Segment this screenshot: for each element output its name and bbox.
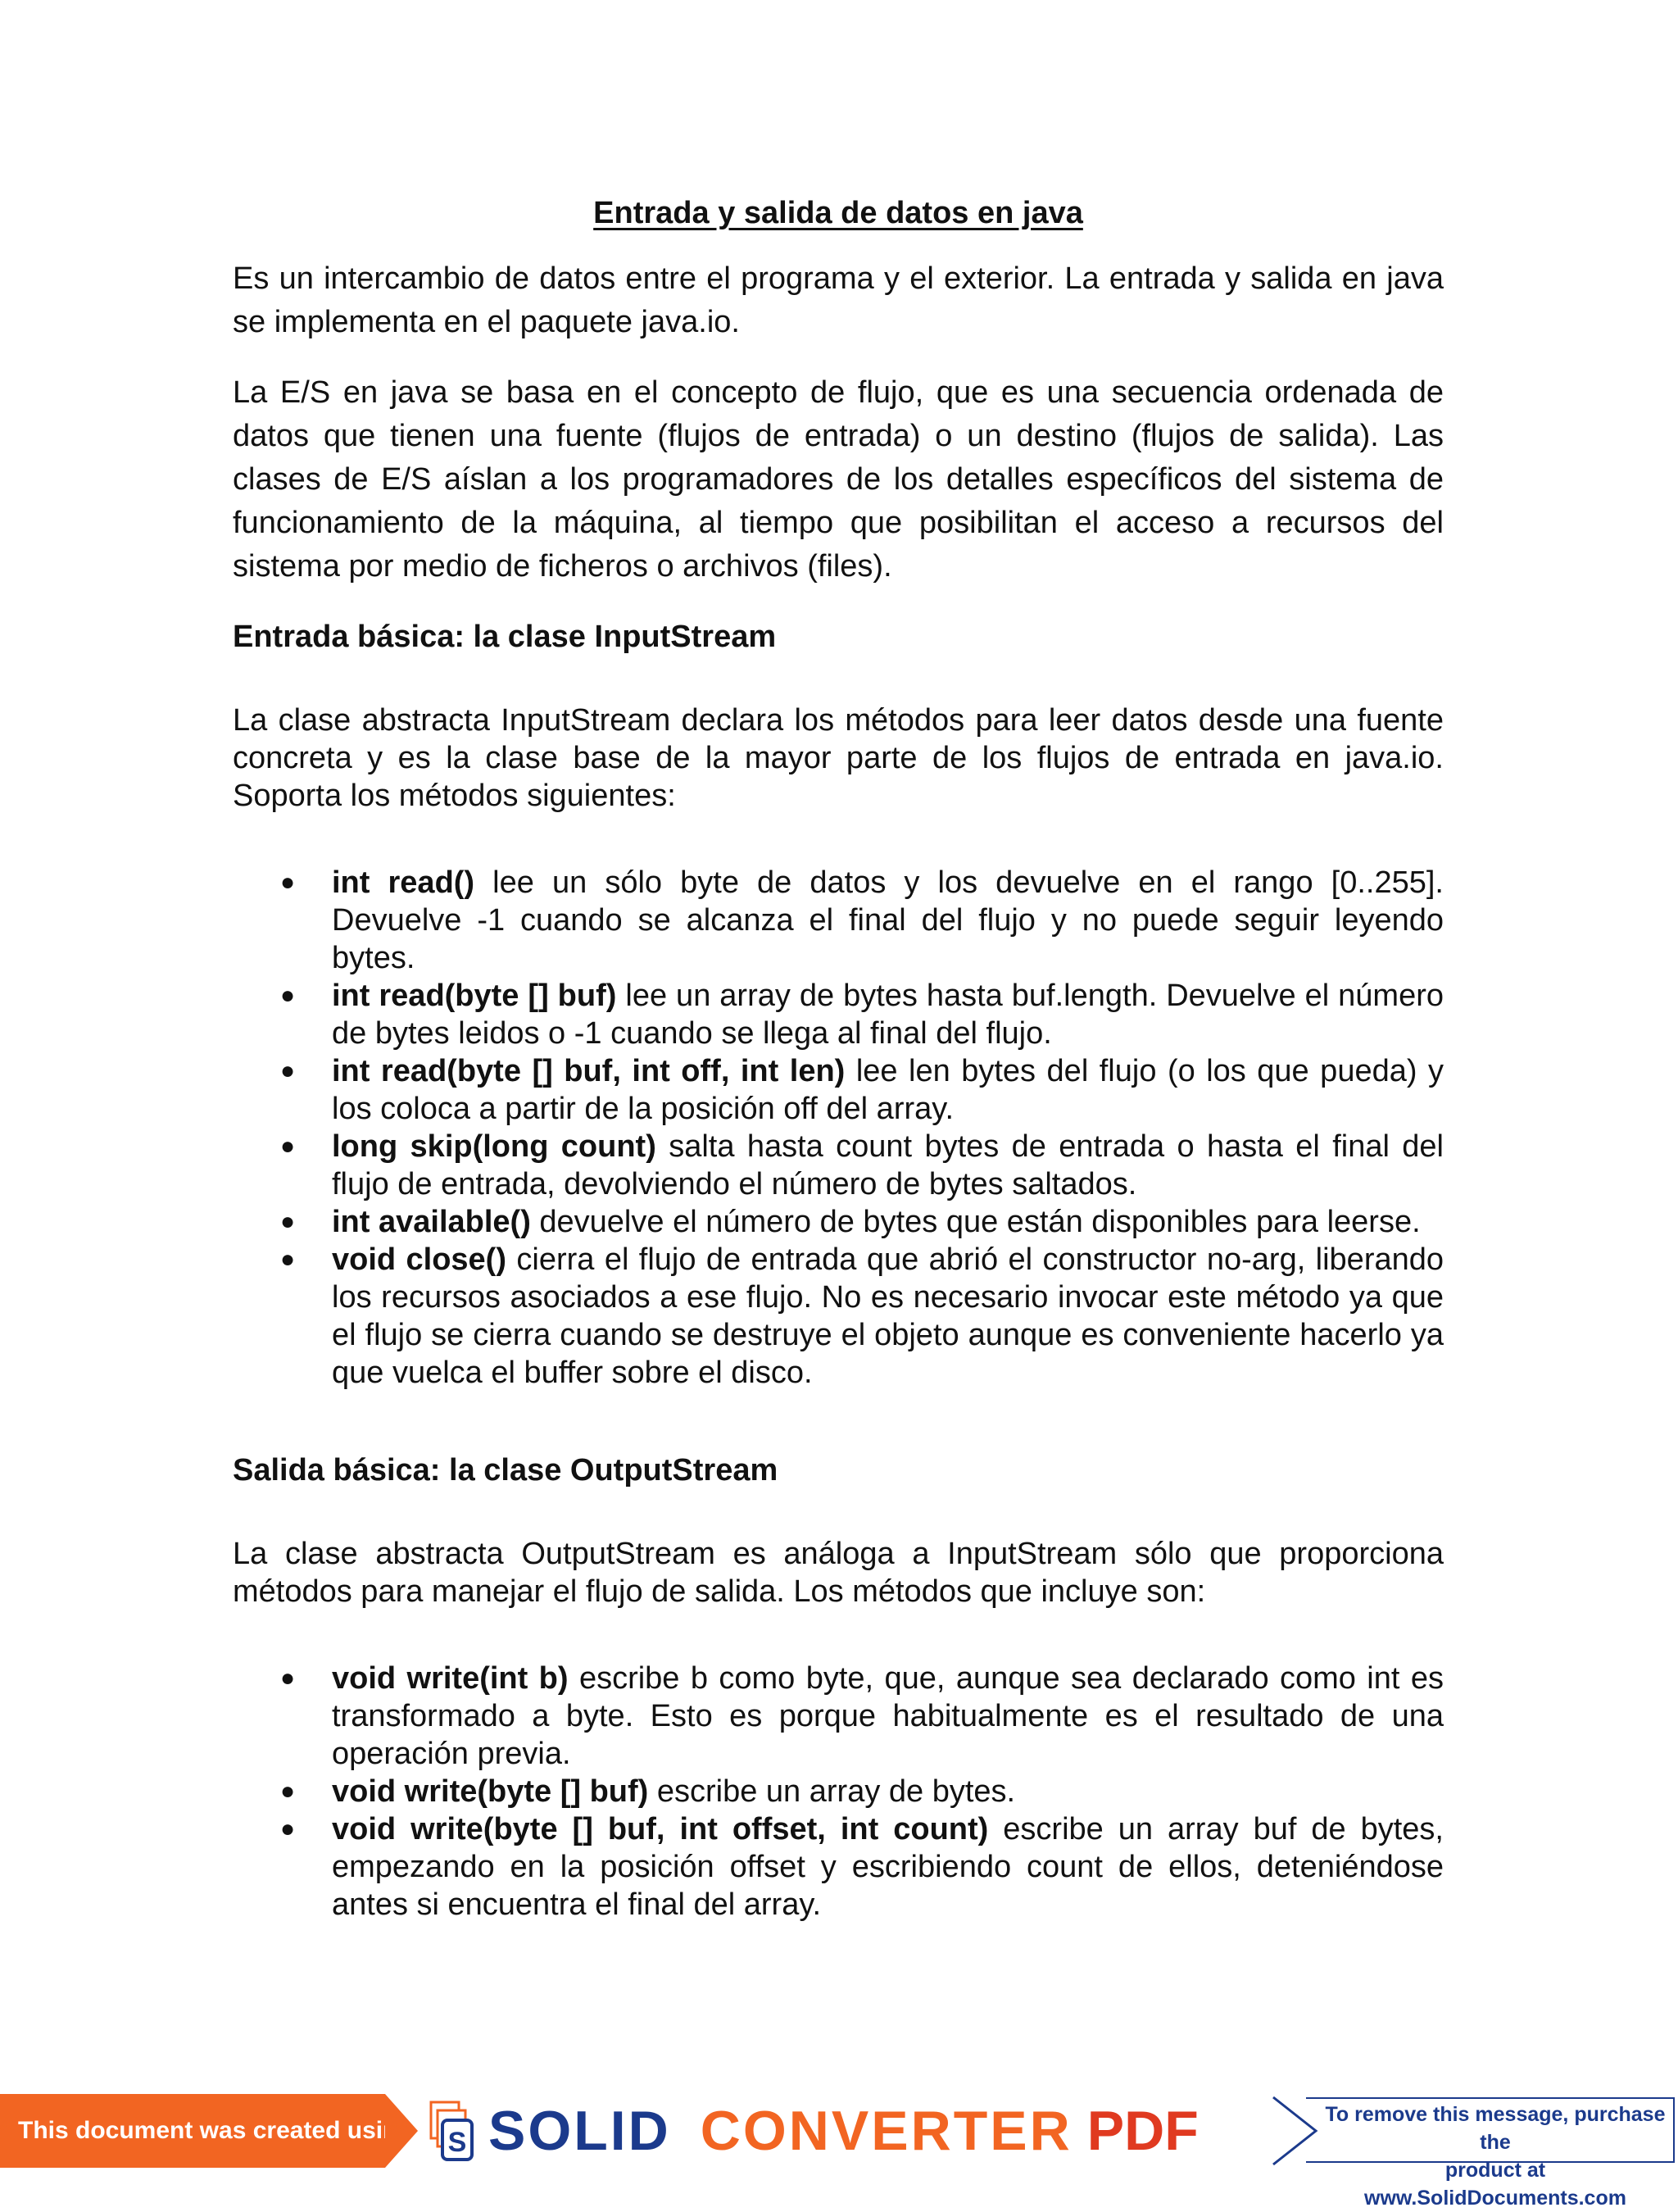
banner-purchase-notice[interactable] — [1270, 2094, 1678, 2210]
bullet-icon: ● — [280, 1057, 296, 1084]
section-paragraph-inputstream: La clase abstracta InputStream declara los métodos para leer datos desde una fuente concreta y es la clase base de la mayor parte de los flujos de entrada en java.io. Soporta los métodos siguientes: — [233, 703, 1444, 813]
method-description: cierra el flujo de entrada que abrió el constructor no-arg, liberando los recursos asociados a ese flujo. No es necesario invocar este método ya que el flujo se cierra cuando se destruye el objeto aunque es conveniente hacerlo ya que vuelca el buffer sobre el disco. — [332, 1242, 1444, 1390]
method-signature: long skip(long count) — [332, 1129, 656, 1164]
list-item — [233, 1660, 1444, 1773]
method-signature: int read(byte [] buf) — [332, 979, 617, 1013]
method-description: lee len bytes del flujo (o los que pueda) y los coloca a partir de la posición off del array. — [332, 1054, 1444, 1126]
list-item — [233, 1810, 1444, 1924]
bullet-icon: ● — [280, 869, 296, 896]
bullet-icon: ● — [280, 1208, 296, 1235]
list-item — [233, 1241, 1444, 1392]
intro-paragraph: Es un intercambio de datos entre el programa y el exterior. La entrada y salida en java se implementa en el paquete java.io. — [233, 261, 1444, 339]
method-description: escribe un array buf de bytes, empezando en la posición offset y escribiendo count de ellos, deteniéndose antes si encuentra el final del array. — [332, 1812, 1444, 1922]
list-item — [233, 977, 1444, 1052]
method-signature: int available() — [332, 1205, 531, 1239]
method-signature: int read(byte [] buf, int off, int len) — [332, 1054, 846, 1088]
method-description: lee un sólo byte de datos y los devuelve en el rango [0..255]. Devuelve -1 cuando se alcanza el final del flujo y no puede seguir leyendo bytes. — [332, 865, 1444, 975]
method-list-outputstream — [233, 1660, 1444, 1924]
list-item — [233, 1052, 1444, 1128]
method-description: escribe b como byte, que, aunque sea declarado como int es transformado a byte. Esto es porque habitualmente es el resultado de una operación previa. — [332, 1661, 1444, 1771]
method-list-inputstream — [233, 864, 1444, 1392]
section-heading-inputstream: Entrada básica: la clase InputStream — [233, 620, 777, 654]
solid-logo-icon — [428, 2101, 475, 2163]
bullet-icon: ● — [280, 1815, 296, 1842]
method-signature: void write(byte [] buf, int offset, int count) — [332, 1812, 989, 1846]
brand-pdf: PDF — [1086, 2100, 1199, 2162]
intro-paragraph: La E/S en java se basa en el concepto de flujo, que es una secuencia ordenada de datos que tienen una fuente (flujos de entrada) o un destino (flujos de salida). Las clases de E/S aíslan a los programadores de los detalles específicos del sistema de funcionamiento de la máquina, al tiempo que posibilitan el acceso a recursos del sistema por medio de ficheros o archivos (files). — [233, 375, 1444, 584]
bullet-icon: ● — [280, 1778, 296, 1805]
method-description: salta hasta count bytes de entrada o hasta el final del flujo de entrada, devolviendo el número de bytes saltados. — [332, 1129, 1444, 1201]
brand-solid: SOLID — [488, 2100, 671, 2162]
list-item — [233, 1128, 1444, 1203]
notice-line-2[interactable]: product at www.SolidDocuments.com — [1364, 2159, 1626, 2210]
brand-converter: CONVERTER — [700, 2100, 1073, 2162]
method-description: escribe un array de bytes. — [648, 1774, 1016, 1809]
bullet-icon: ● — [280, 982, 296, 1009]
banner-left-text: This document was created using — [18, 2117, 413, 2144]
list-item — [233, 1773, 1444, 1810]
list-item — [233, 864, 1444, 977]
bullet-icon: ● — [280, 1133, 296, 1160]
method-signature: void close() — [332, 1242, 506, 1277]
document-page — [233, 192, 1444, 1981]
document-title: Entrada y salida de datos en java — [593, 196, 1083, 230]
banner-arrow-icon — [385, 2094, 418, 2168]
converter-banner — [0, 2094, 1678, 2210]
bullet-icon: ● — [280, 1246, 296, 1273]
section-paragraph-outputstream: La clase abstracta OutputStream es análoga a InputStream sólo que proporciona métodos para manejar el flujo de salida. Los métodos que incluye son: — [233, 1537, 1444, 1609]
method-description: devuelve el número de bytes que están disponibles para leerse. — [530, 1205, 1421, 1239]
method-signature: int read() — [332, 865, 475, 900]
banner-brand — [488, 2094, 1199, 2168]
bullet-icon: ● — [280, 1665, 296, 1692]
method-signature: void write(byte [] buf) — [332, 1774, 649, 1809]
list-item — [233, 1203, 1444, 1241]
method-signature: void write(int b) — [332, 1661, 569, 1696]
banner-left-panel — [0, 2094, 413, 2168]
method-description: lee un array de bytes hasta buf.length. Devuelve el número de bytes leidos o -1 cuando se llega al final del flujo. — [332, 979, 1444, 1051]
notice-line-1: To remove this message, purchase the — [1325, 2103, 1666, 2154]
notice-text — [1319, 2101, 1671, 2212]
section-heading-outputstream: Salida básica: la clase OutputStream — [233, 1453, 778, 1488]
logo-letter: S — [447, 2127, 467, 2158]
